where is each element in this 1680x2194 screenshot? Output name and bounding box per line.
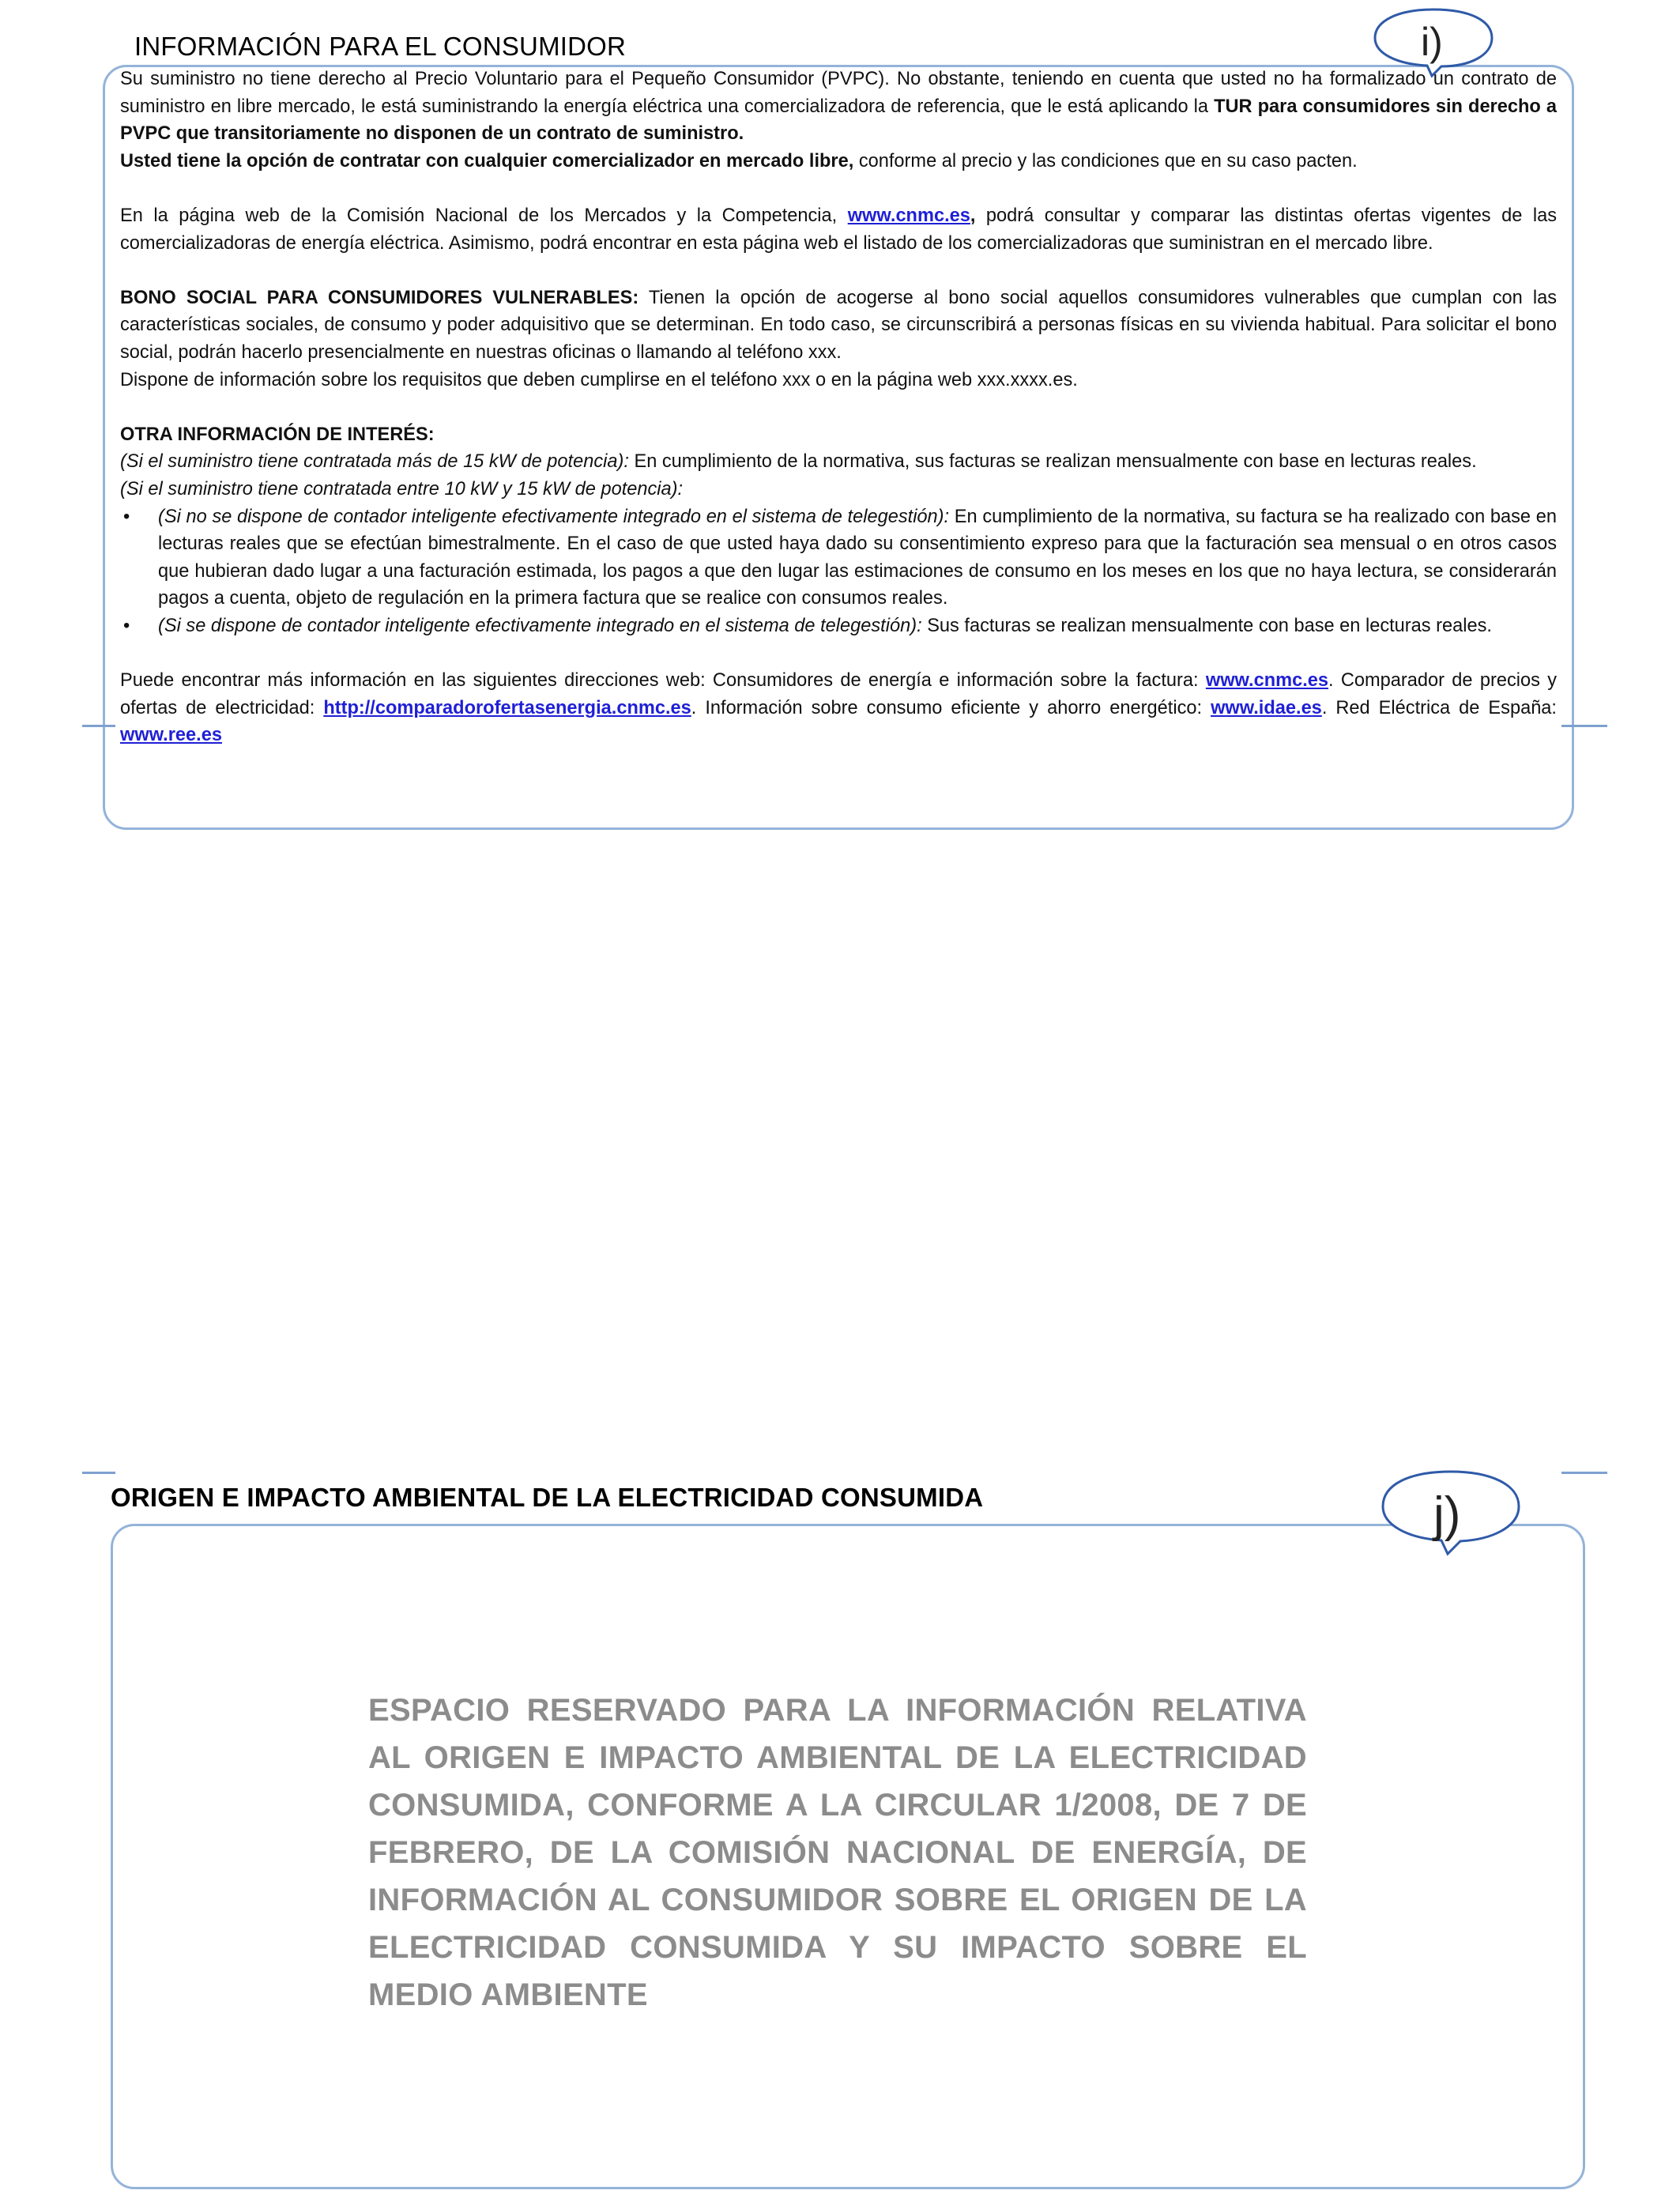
divider-tick [1561,1472,1607,1474]
text-bold: TUR para consumidores sin derecho a PVPC que transitoriamente no disponen de un contrato de suministro. [120,96,1557,145]
consumer-info-body [120,66,1557,749]
text-italic: (Si el suministro tiene contratada entre 10 kW y 15 kW de potencia): [120,478,684,499]
list-item [120,503,1557,613]
text: Puede encontrar más información en las siguientes direcciones web: Consumidores de energía e información sobre la factura: [120,670,1206,692]
callout-label-j: j) [1433,1487,1461,1542]
paragraph-tur [120,66,1557,148]
text: Su suministro no tiene derecho al Precio Voluntario para el Pequeño Consumidor (PVPC). No obstante, teniendo en cuenta que usted no ha formalizado un contrato de suministro en libre mercado, le está suministrando la energía eléctrica una comercializadora de referencia, que le está aplicando la [120,69,1557,117]
paragraph-free-market [120,148,1557,175]
text: Sus facturas se realizan mensualmente con base en lecturas reales. [921,615,1492,636]
text-bold: Usted tiene la opción de contratar con cualquier comercializador en mercado libre, [120,150,854,172]
text: . Información sobre consumo eficiente y ahorro energético: [691,697,1211,718]
consumer-info-title: INFORMACIÓN PARA EL CONSUMIDOR [134,32,627,61]
text: En cumplimiento de la normativa, sus facturas se realizan mensualmente con base en lecturas reales. [628,451,1477,473]
paragraph-cnmc [120,202,1557,257]
link-cnmc[interactable]: www.cnmc.es [1205,670,1329,692]
text: . Comparador de precios y ofertas de electricidad: [120,670,1557,718]
text-italic: (Si no se dispone de contador inteligente efectivamente integrado en el sistema de telegestión): [158,506,950,527]
text: Tienen la opción de acogerse al bono social aquellos consumidores vulnerables que cumplan con las características sociales, de consumo y poder adquisitivo que se determinan. En todo caso, se circunscribirá a personas físicas en su vivienda habitual. Para solicitar el bono social, podrán hacerlo presencialmente en nuestras oficinas o llamando al teléfono xxx. [120,287,1558,363]
paragraph-web-links [120,667,1557,749]
link-comparador[interactable]: http://comparadorofertasenergia.cnmc.es [323,697,691,718]
list-item [120,613,1557,640]
divider-tick [1561,725,1607,727]
paragraph-bono-social [120,285,1557,367]
text: En la página web de la Comisión Nacional de los Mercados y la Competencia, [120,205,848,226]
link-idae[interactable]: www.idae.es [1211,697,1322,718]
divider-tick [82,725,115,727]
paragraph-10-15kw [120,476,1557,503]
text: podrá consultar y comparar las distintas ofertas vigentes de las comercializadoras de energía eléctrica. Asimismo, podrá encontrar en esta página web el listado de los comercializadoras que suministran en el mercado libre. [120,205,1557,254]
link-ree[interactable]: www.ree.es [120,725,222,746]
divider-tick [82,1472,115,1474]
paragraph-over-15kw [120,448,1557,476]
reserved-space-text: ESPACIO RESERVADO PARA LA INFORMACIÓN RELATIVA AL ORIGEN E IMPACTO AMBIENTAL DE LA ELECTRICIDAD CONSUMIDA, CONFORME A LA CIRCULAR 1/2008, DE 7 DE FEBRERO, DE LA COMISIÓN NACIONAL DE ENERGÍA, DE INFORMACIÓN AL CONSUMIDOR SOBRE EL ORIGEN DE LA ELECTRICIDAD CONSUMIDA Y SU IMPACTO SOBRE EL MEDIO AMBIENTE [368,1693,1307,2012]
text: Dispone de información sobre los requisitos que deben cumplirse en el teléfono xxx o en la página web xxx.xxxx.es. [120,369,1078,390]
text-italic: (Si el suministro tiene contratada más de 15 kW de potencia): [120,451,629,473]
bullet-list [120,503,1557,640]
bono-social-heading: BONO SOCIAL PARA CONSUMIDORES VULNERABLES: [120,287,639,308]
text-bold: , [970,205,976,226]
bullet-icon: • [123,615,130,636]
link-cnmc[interactable]: www.cnmc.es [847,205,970,226]
bullet-icon: • [123,506,130,527]
text-bold: OTRA INFORMACIÓN DE INTERÉS: [120,424,435,445]
origin-impact-title: ORIGEN E IMPACTO AMBIENTAL DE LA ELECTRICIDAD CONSUMIDA [111,1483,984,1512]
paragraph-bono-info [120,367,1557,394]
otra-info-heading [120,421,1557,449]
text-italic: (Si se dispone de contador inteligente efectivamente integrado en el sistema de telegestión): [158,615,922,636]
text: . Red Eléctrica de España: [1321,697,1557,718]
text: conforme al precio y las condiciones que en su caso pacten. [853,150,1358,172]
text: En cumplimiento de la normativa, su factura se ha realizado con base en lecturas reales que se efectúan bimestralmente. En el caso de que usted haya dado su consentimiento expreso para que la facturación sea mensual o en otros casos que hubieran dado lugar a una facturación estimada, los pagos a que den lugar las estimaciones de consumo en los meses en los que no haya lectura, se considerarán pagos a cuenta, objeto de regulación en la primera factura que se realice con consumos reales. [158,506,1557,609]
callout-label-i: i) [1421,20,1443,64]
